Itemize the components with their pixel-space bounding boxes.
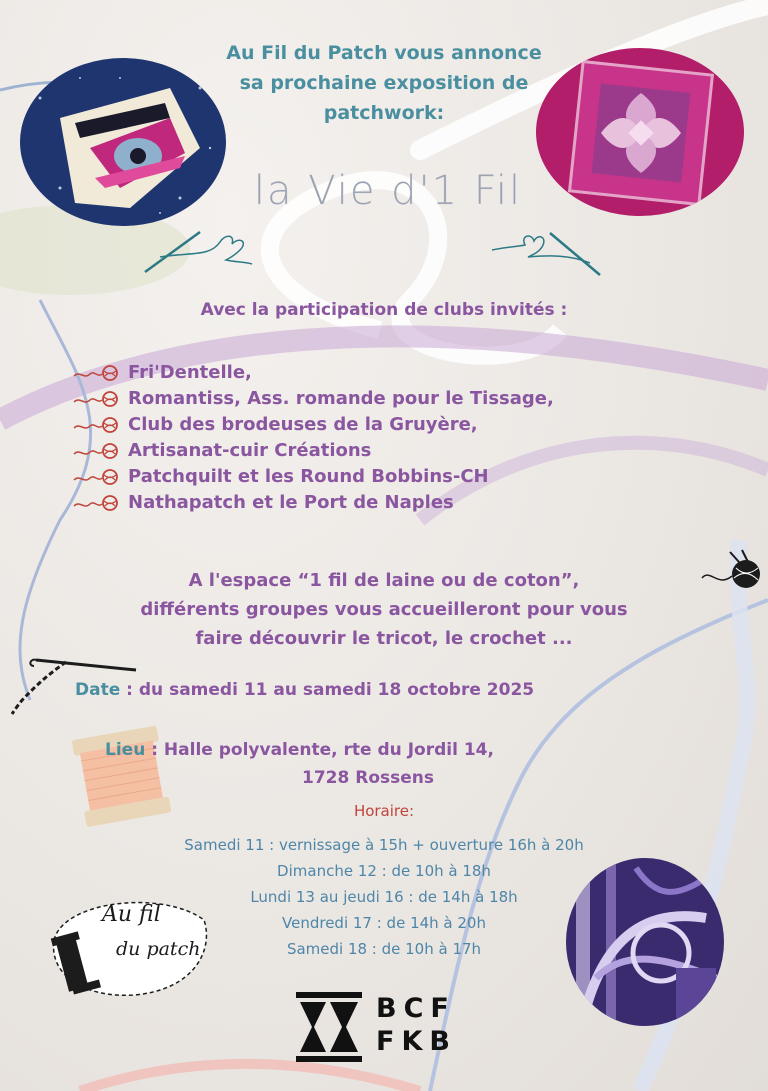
clubs-list	[72, 360, 554, 516]
needle-heart-icon-left	[140, 222, 255, 277]
list-item	[72, 360, 554, 386]
yarn-ball-icon	[72, 416, 120, 434]
intro-line-3: patchwork:	[323, 102, 445, 124]
yarn-ball-icon	[72, 390, 120, 408]
horaire-title: Horaire:	[353, 802, 415, 820]
aufilpatch-logo	[44, 880, 214, 1010]
intro-line-1: Au Fil du Patch vous annonce	[226, 42, 542, 64]
lieu-city: 1728 Rossens	[302, 768, 434, 788]
bobbin-lace-patchwork-image	[566, 858, 724, 1026]
yarn-ball-icon	[72, 442, 120, 460]
needle-heart-icon-right	[490, 225, 605, 280]
list-item	[72, 490, 554, 516]
schedule-item: Samedi 11 : vernissage à 15h + ouverture 16h à 20h	[184, 836, 584, 854]
intro-line-2: sa prochaine exposition de	[239, 72, 529, 94]
club-name: Club des brodeuses de la Gruyère,	[128, 414, 478, 435]
list-item	[72, 438, 554, 464]
crochet-hook-icon	[6, 636, 138, 716]
schedule-item: Lundi 13 au jeudi 16 : de 14h à 18h	[250, 888, 518, 906]
date-value: : du samedi 11 au samedi 18 octobre 2025	[126, 680, 535, 700]
yarn-ball-icon	[72, 494, 120, 512]
date-label: Date	[75, 680, 121, 700]
club-name: Nathapatch et le Port de Naples	[128, 492, 454, 513]
schedule-item: Vendredi 17 : de 14h à 20h	[282, 914, 486, 932]
aufilpatch-logo-line2: du patch	[116, 938, 201, 960]
yarn-ball-icon	[72, 468, 120, 486]
date-info	[75, 680, 534, 700]
espace-line-3: faire découvrir le tricot, le crochet ...	[195, 628, 573, 649]
club-name: Fri'Dentelle,	[128, 362, 252, 383]
pink-yarn-bottom	[80, 1064, 420, 1091]
lieu-info	[105, 740, 494, 760]
lieu-label: Lieu	[105, 740, 146, 760]
espace-line-1: A l'espace “1 fil de laine ou de coton”,	[188, 570, 580, 591]
club-name: Patchquilt et les Round Bobbins-CH	[128, 466, 489, 487]
list-item	[72, 412, 554, 438]
intro-text	[0, 38, 768, 128]
club-name: Artisanat-cuir Créations	[128, 440, 372, 461]
bcf-logo-line1: BCF	[376, 993, 456, 1024]
yarn-ball-icon	[72, 364, 120, 382]
list-item	[72, 464, 554, 490]
bcf-fkb-logo	[296, 992, 472, 1062]
clubs-heading: Avec la participation de clubs invités :	[200, 300, 568, 320]
lieu-address: : Halle polyvalente, rte du Jordil 14,	[151, 740, 494, 760]
schedule-item: Samedi 18 : de 10h à 17h	[286, 940, 482, 958]
schedule-item: Dimanche 12 : de 10h à 18h	[277, 862, 491, 880]
club-name: Romantiss, Ass. romande pour le Tissage,	[128, 388, 554, 409]
list-item	[72, 386, 554, 412]
espace-line-2: différents groupes vous accueilleront pour vous	[140, 599, 628, 620]
aufilpatch-logo-line1: Au fil	[102, 902, 161, 927]
bcf-logo-line2: FKB	[376, 1026, 457, 1057]
exhibition-title: la Vie d'1 Fil	[253, 168, 523, 214]
